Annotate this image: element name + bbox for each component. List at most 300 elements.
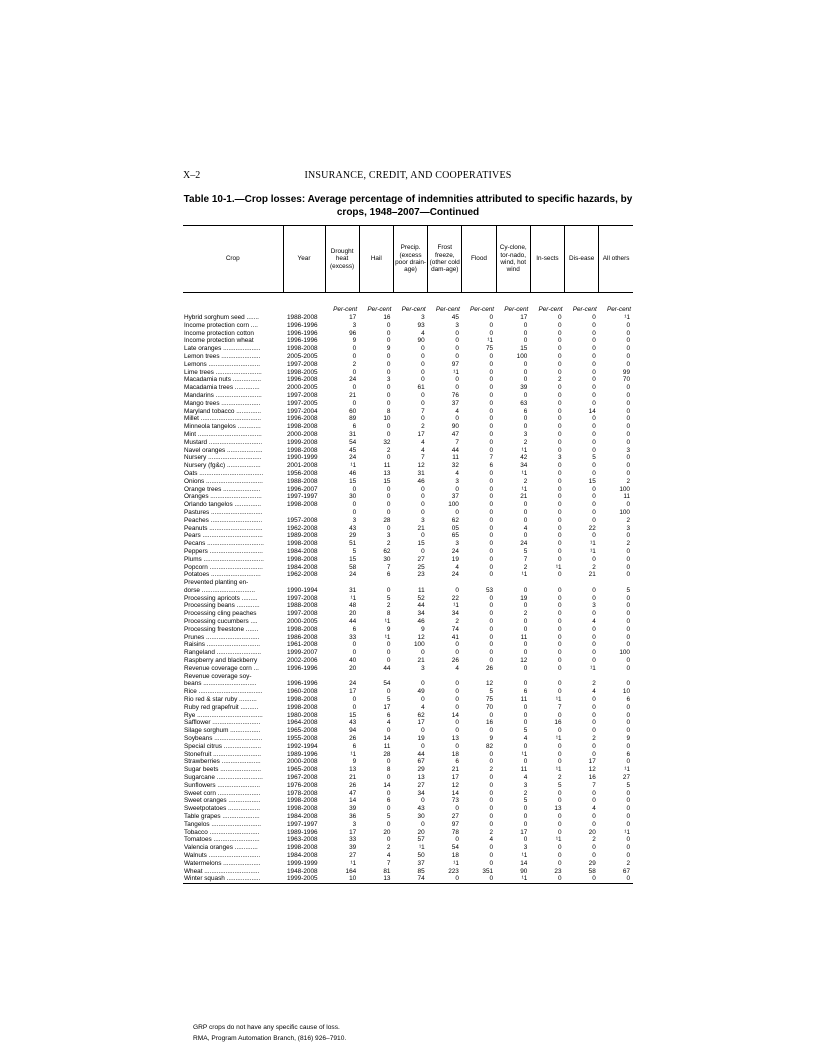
value-cell: 20: [349, 664, 357, 672]
value-cell: 0: [626, 407, 630, 415]
value-cell: 0: [489, 423, 494, 431]
table-row: [183, 618, 633, 626]
value-cell: 164: [345, 867, 357, 875]
value-cell: 0: [626, 742, 630, 750]
value-cell: 4: [421, 446, 425, 454]
value-cell: 0: [626, 602, 630, 610]
value-cell: 0: [421, 485, 425, 493]
value-cell: 100: [448, 501, 459, 509]
value-cell: 0: [592, 391, 596, 399]
table-row: [183, 727, 633, 735]
value-cell: 0: [421, 368, 425, 376]
value-cell: 8: [386, 766, 391, 774]
value-cell: 4: [523, 524, 528, 532]
table-row: [183, 447, 633, 455]
year-cell: 2000-2008: [287, 758, 318, 766]
value-cell: 24: [451, 571, 459, 579]
crop-cell: Prunes ..............................: [184, 633, 260, 641]
value-cell: 0: [557, 485, 562, 493]
value-cell: 74: [393, 875, 427, 883]
value-cell: 7: [421, 407, 425, 415]
value-cell: 0: [626, 711, 630, 719]
value-cell: 19: [451, 555, 459, 563]
crop-cell: Income protection corn ....: [184, 321, 258, 329]
value-cell: 0: [455, 352, 459, 360]
table-row: [183, 790, 633, 798]
value-cell: 0: [489, 407, 494, 415]
table-row: [183, 680, 633, 688]
value-cell: 0: [523, 321, 528, 329]
value-cell: 7: [386, 563, 391, 571]
value-cell: 4: [523, 774, 528, 782]
value-cell: 0: [489, 610, 494, 618]
value-cell: 0: [455, 703, 459, 711]
value-cell: 0: [599, 875, 633, 883]
value-cell: 0: [386, 688, 391, 696]
year-cell: 1999-2007: [287, 649, 318, 657]
value-cell: 17: [588, 758, 596, 766]
table-row: [183, 337, 633, 345]
value-cell: 15: [349, 711, 357, 719]
crop-losses-table: [183, 225, 633, 884]
table-row: [183, 517, 633, 525]
value-cell: 0: [386, 337, 391, 345]
value-cell: ¹1: [418, 844, 425, 852]
value-cell: 14: [383, 735, 391, 743]
value-cell: 0: [421, 501, 425, 509]
value-cell: 0: [489, 813, 494, 820]
value-cell: 2: [386, 446, 391, 454]
value-cell: 5: [592, 454, 596, 462]
value-cell: [359, 579, 393, 587]
value-cell: 0: [557, 516, 562, 524]
value-cell: 47: [349, 789, 357, 797]
crop-cell: Lime trees ..........................: [184, 368, 262, 376]
value-cell: 0: [592, 844, 596, 852]
value-cell: 3: [455, 540, 459, 548]
crop-cell: Macadamia trees ..............: [184, 384, 260, 392]
crop-cell: Rio red & star ruby ..........: [184, 696, 257, 704]
column-header: Cy-clone, tor-nado, wind, hot wind: [496, 226, 530, 293]
table-row: [183, 766, 633, 774]
table-row: [183, 548, 633, 556]
value-cell: 0: [626, 797, 630, 805]
year-cell: 1986-2008: [287, 633, 318, 641]
value-cell: 43: [349, 719, 357, 727]
value-cell: 0: [489, 415, 494, 423]
value-cell: ¹1: [590, 540, 596, 548]
table-row: [183, 735, 633, 743]
value-cell: 11: [418, 586, 425, 594]
footnote-source: RMA, Program Automation Branch, (816) 926–7910.: [193, 1035, 347, 1042]
year-cell: 2000-2005: [287, 618, 318, 626]
crop-cell: Mandarins ..........................: [184, 391, 262, 399]
value-cell: 100: [619, 649, 630, 657]
value-cell: 0: [592, 376, 596, 384]
value-cell: 90: [417, 337, 425, 345]
value-cell: 0: [489, 641, 494, 649]
value-cell: 30: [349, 493, 357, 501]
value-cell: ¹1: [521, 446, 528, 454]
table-row: [183, 369, 633, 377]
value-cell: 0: [592, 430, 596, 438]
crop-cell: Mango trees ......................: [184, 399, 261, 407]
value-cell: 3: [352, 321, 357, 329]
crop-cell: Sweet oranges ..................: [184, 797, 261, 805]
value-cell: 33: [349, 836, 357, 844]
year-cell: 1999-1999: [287, 859, 318, 867]
value-cell: 21: [520, 493, 528, 501]
year-cell: 1999-2008: [287, 438, 318, 446]
column-header: Drought heat (excess): [325, 226, 359, 293]
value-cell: 3: [386, 376, 391, 384]
value-cell: 0: [557, 337, 562, 345]
value-cell: 0: [592, 485, 596, 493]
value-cell: 0: [489, 540, 494, 548]
crop-cell: Millet ..................................: [184, 415, 262, 423]
value-cell: 0: [523, 703, 528, 711]
value-cell: 0: [523, 602, 528, 610]
value-cell: [462, 673, 496, 681]
unit-label: Per-cent: [435, 305, 460, 313]
value-cell: 34: [417, 610, 425, 618]
crop-cell: Sweet corn ........................: [184, 789, 261, 797]
crop-cell: Popcorn ..............................: [184, 563, 263, 571]
value-cell: 0: [626, 594, 630, 602]
year-cell: 2000-2005: [287, 384, 318, 392]
value-cell: 24: [349, 376, 357, 384]
year-cell: 1988-2008: [287, 314, 318, 321]
value-cell: 14: [588, 407, 596, 415]
value-cell: 0: [352, 508, 357, 516]
value-cell: 15: [349, 555, 357, 563]
value-cell: 27: [417, 781, 425, 789]
table-row: [183, 696, 633, 704]
table-row: [183, 532, 633, 540]
value-cell: 6: [352, 742, 357, 750]
value-cell: 5: [557, 781, 562, 789]
value-cell: 7: [455, 438, 459, 446]
value-cell: 20: [383, 828, 391, 836]
value-cell: 0: [386, 321, 391, 329]
value-cell: 31: [417, 469, 425, 477]
value-cell: 54: [349, 438, 357, 446]
crop-cell: Sunflowers ........................: [184, 781, 261, 789]
table-row: [183, 626, 633, 634]
value-cell: 0: [352, 649, 357, 657]
column-header: Flood: [462, 226, 496, 293]
value-cell: 47: [451, 430, 459, 438]
value-cell: 0: [386, 789, 391, 797]
value-cell: 44: [417, 602, 425, 610]
year-cell: 1997-2008: [287, 360, 318, 368]
value-cell: 2: [489, 766, 494, 774]
value-cell: 21: [417, 524, 425, 532]
value-cell: 2: [386, 602, 391, 610]
value-cell: 0: [557, 789, 562, 797]
value-cell: 0: [386, 836, 391, 844]
value-cell: 6: [626, 750, 630, 758]
value-cell: 0: [489, 844, 494, 852]
value-cell: 0: [592, 727, 596, 735]
value-cell: 2: [592, 836, 596, 844]
value-cell: 14: [451, 711, 459, 719]
crop-cell: Oranges .............................: [184, 493, 262, 501]
table-row: [183, 330, 633, 338]
value-cell: 21: [349, 774, 357, 782]
value-cell: 0: [557, 329, 562, 337]
value-cell: 0: [557, 610, 562, 618]
table-row: [183, 361, 633, 369]
table-row: [183, 431, 633, 439]
value-cell: 0: [557, 415, 562, 423]
value-cell: 20: [417, 828, 425, 836]
value-cell: 0: [592, 532, 596, 540]
table-row: [183, 454, 633, 462]
value-cell: 4: [421, 329, 425, 337]
value-cell: 0: [489, 446, 494, 454]
value-cell: 18: [451, 750, 459, 758]
value-cell: 3: [626, 524, 630, 532]
unit-label: Per-cent: [504, 305, 529, 313]
table-row: [183, 657, 633, 665]
year-cell: 1997-2008: [287, 610, 318, 618]
crop-cell: Wheat ...............................: [184, 867, 260, 875]
year-cell: 1996-1996: [287, 321, 318, 329]
value-cell: 7: [592, 781, 596, 789]
value-cell: 26: [451, 657, 459, 665]
value-cell: 2: [455, 618, 459, 626]
year-cell: 1957-2008: [287, 516, 318, 524]
value-cell: 0: [489, 859, 494, 867]
value-cell: 0: [592, 399, 596, 407]
value-cell: 0: [557, 594, 562, 602]
value-cell: 0: [626, 462, 630, 470]
value-cell: ¹1: [590, 547, 596, 555]
value-cell: 0: [523, 664, 528, 672]
value-cell: 21: [417, 657, 425, 665]
value-cell: 20: [588, 828, 596, 836]
value-cell: 0: [557, 571, 562, 579]
value-cell: 4: [421, 438, 425, 446]
value-cell: 11: [520, 696, 528, 704]
value-cell: 0: [523, 415, 528, 423]
value-cell: ¹1: [453, 368, 459, 376]
value-cell: 0: [386, 820, 391, 828]
table-row: [183, 415, 633, 423]
value-cell: 15: [383, 477, 391, 485]
crop-cell: Tobacco ............................: [184, 828, 260, 836]
table-row: [183, 634, 633, 642]
value-cell: 61: [417, 384, 425, 392]
value-cell: 10: [622, 688, 630, 696]
value-cell: 62: [451, 516, 459, 524]
value-cell: 0: [489, 430, 494, 438]
value-cell: 0: [455, 337, 459, 345]
year-cell: 1962-2008: [287, 524, 318, 532]
crop-cell: Processing apricots .........: [184, 594, 258, 602]
value-cell: 0: [489, 727, 494, 735]
value-cell: 99: [622, 368, 630, 376]
value-cell: ¹1: [624, 828, 630, 836]
value-cell: 10: [325, 875, 359, 883]
value-cell: 0: [592, 649, 596, 657]
value-cell: 0: [455, 696, 459, 704]
year-cell: 1998-2008: [287, 501, 318, 509]
value-cell: 0: [523, 586, 528, 594]
value-cell: 0: [557, 407, 562, 415]
value-cell: 5: [386, 813, 391, 820]
value-cell: 0: [455, 742, 459, 750]
value-cell: 0: [386, 649, 391, 657]
value-cell: 0: [421, 547, 425, 555]
value-cell: 12: [588, 766, 596, 774]
value-cell: 4: [523, 735, 528, 743]
value-cell: 0: [565, 875, 599, 883]
value-cell: 0: [523, 368, 528, 376]
year-cell: 1998-2008: [287, 446, 318, 454]
value-cell: 0: [592, 625, 596, 633]
unit-label: Per-cent: [606, 305, 631, 313]
crop-cell: beans ..............................: [184, 680, 257, 688]
value-cell: 24: [349, 571, 357, 579]
crop-cell: Potatoes ............................: [184, 571, 261, 579]
year-cell: 1996-1996: [287, 664, 318, 672]
crop-cell: dorse ..............................: [184, 586, 256, 594]
value-cell: 0: [557, 446, 562, 454]
value-cell: 0: [557, 711, 562, 719]
year-cell: 1990-1994: [287, 586, 318, 594]
value-cell: 13: [554, 805, 562, 813]
unit-label: Per-cent: [367, 305, 392, 313]
value-cell: [565, 673, 599, 681]
table-row: [183, 875, 633, 883]
crop-cell: Winter squash ...................: [183, 875, 283, 883]
value-cell: 44: [349, 618, 357, 626]
value-cell: 3: [626, 446, 630, 454]
table-body: [183, 293, 633, 884]
value-cell: 67: [417, 758, 425, 766]
value-cell: 0: [592, 742, 596, 750]
value-cell: 0: [455, 508, 459, 516]
value-cell: 27: [451, 813, 459, 820]
table-row: [183, 665, 633, 673]
table-row: [183, 813, 633, 821]
value-cell: 0: [626, 329, 630, 337]
value-cell: ¹1: [350, 462, 357, 470]
value-cell: 0: [421, 415, 425, 423]
value-cell: 3: [352, 516, 357, 524]
value-cell: 0: [557, 586, 562, 594]
value-cell: 27: [622, 774, 630, 782]
table-row: [183, 423, 633, 431]
table-row: [183, 439, 633, 447]
value-cell: 0: [557, 430, 562, 438]
value-cell: 46: [349, 469, 357, 477]
footnotes: [193, 1024, 623, 1046]
value-cell: 0: [626, 844, 630, 852]
table-row: [183, 571, 633, 579]
value-cell: 0: [386, 352, 391, 360]
value-cell: ¹1: [590, 664, 596, 672]
value-cell: 0: [523, 711, 528, 719]
table-header-row: [183, 226, 633, 293]
column-header: All others: [599, 226, 633, 293]
value-cell: 0: [352, 501, 357, 509]
crop-cell: Peaches .............................: [184, 516, 263, 524]
column-header: Hail: [359, 226, 393, 293]
value-cell: 26: [485, 664, 494, 672]
value-cell: 0: [523, 641, 528, 649]
value-cell: 13: [349, 766, 357, 774]
value-cell: 0: [489, 547, 494, 555]
value-cell: [496, 579, 530, 587]
value-cell: 53: [485, 586, 494, 594]
value-cell: 0: [489, 493, 494, 501]
value-cell: 0: [557, 555, 562, 563]
unit-label: Per-cent: [470, 305, 495, 313]
value-cell: 6: [455, 758, 459, 766]
table-row: [183, 782, 633, 790]
value-cell: 0: [421, 820, 425, 828]
value-cell: 0: [386, 524, 391, 532]
value-cell: 32: [451, 462, 459, 470]
value-cell: 0: [386, 727, 391, 735]
table-row: [183, 322, 633, 330]
crop-cell: Macadamia nuts ................: [184, 376, 262, 384]
value-cell: ¹1: [555, 766, 562, 774]
value-cell: ¹1: [384, 618, 391, 626]
value-cell: 39: [349, 844, 357, 852]
value-cell: 0: [592, 789, 596, 797]
value-cell: 0: [523, 805, 528, 813]
value-cell: 58: [588, 867, 596, 875]
crop-cell: Lemons .............................: [184, 360, 261, 368]
crop-cell: Mustard ..............................: [184, 438, 263, 446]
value-cell: 41: [451, 633, 459, 641]
value-cell: 13: [417, 774, 425, 782]
table-row: [183, 493, 633, 501]
year-cell: 1989-1996: [287, 750, 318, 758]
table-row: [183, 649, 633, 657]
value-cell: 3: [557, 454, 562, 462]
value-cell: 39: [520, 384, 528, 392]
crop-cell: Pears ..................................: [184, 532, 263, 540]
year-cell: 1967-2008: [287, 774, 318, 782]
year-cell: 1998-2008: [287, 703, 318, 711]
value-cell: 0: [557, 633, 562, 641]
unit-label: Per-cent: [572, 305, 597, 313]
value-cell: 45: [349, 446, 357, 454]
value-cell: 0: [592, 462, 596, 470]
value-cell: 0: [592, 610, 596, 618]
value-cell: 3: [523, 781, 528, 789]
value-cell: ¹1: [555, 696, 562, 704]
value-cell: 0: [626, 345, 630, 353]
value-cell: 0: [557, 750, 562, 758]
value-cell: 5: [489, 688, 494, 696]
value-cell: 100: [413, 641, 425, 649]
year-cell: 1992-1994: [287, 742, 318, 750]
unit-label: Per-cent: [333, 305, 358, 313]
value-cell: ¹1: [521, 851, 528, 859]
value-cell: 0: [421, 797, 425, 805]
value-cell: 0: [592, 813, 596, 820]
value-cell: 100: [516, 352, 528, 360]
crop-cell: Peppers ..............................: [184, 547, 263, 555]
value-cell: 0: [557, 742, 562, 750]
value-cell: 0: [455, 586, 459, 594]
